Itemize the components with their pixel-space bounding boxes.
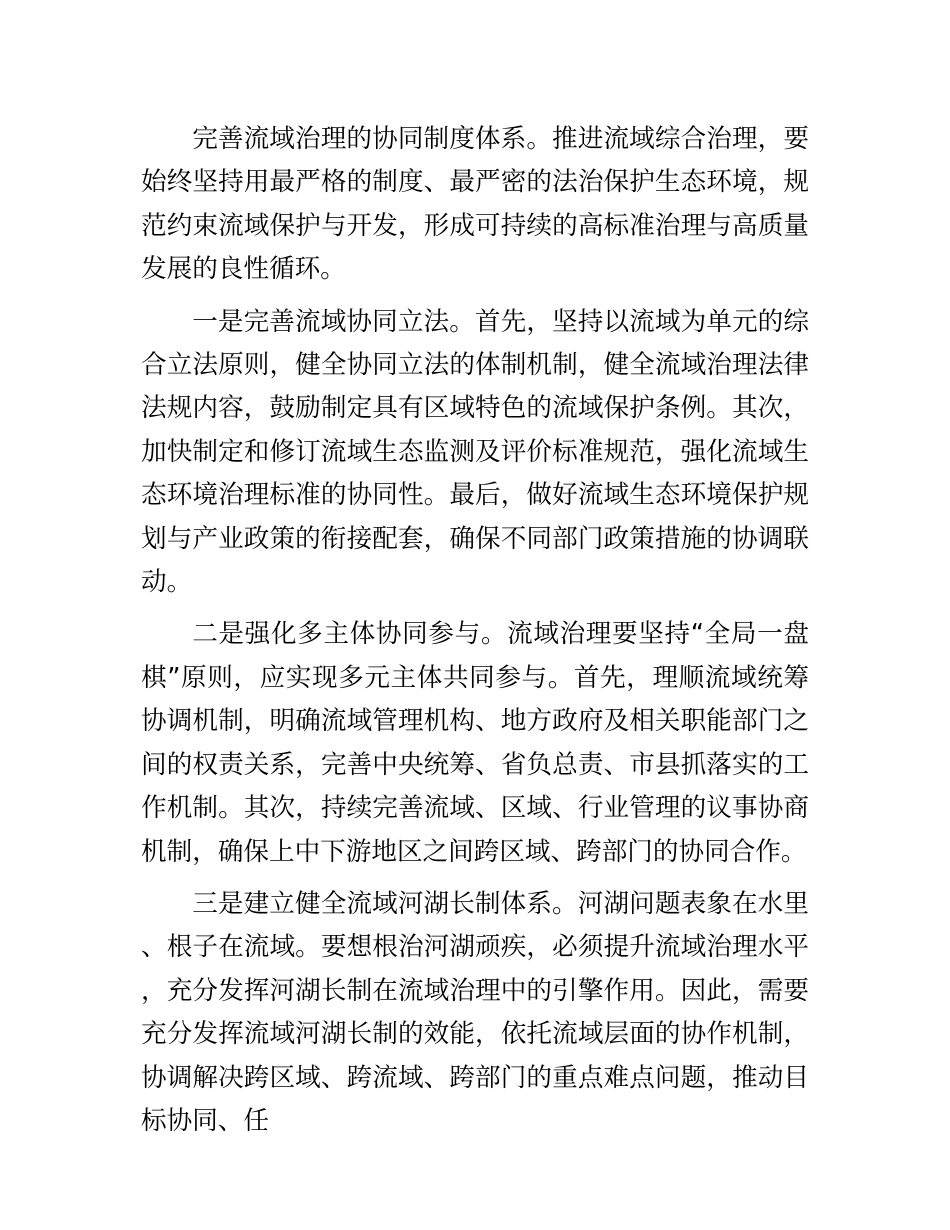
paragraph-institutional-system: 完善流域治理的协同制度体系。推进流域综合治理，要始终坚持用最严格的制度、最严密的法治保护生态环境，规范约束流域保护与开发，形成可持续的高标准治理与高质量发展的良性循环。 <box>141 124 809 285</box>
paragraph-river-lake-chief-system: 三是建立健全流域河湖长制体系。河湖问题表象在水里、根子在流域。要想根治河湖顽疾，必须提升流域治理水平，充分发挥河湖长制在流域治理中的引擎作用。因此，需要充分发挥流域河湖长制的效能，依托流域层面的协作机制，协调解决跨区域、跨流域、跨部门的重点难点问题，推动目标协同、任 <box>141 888 809 1136</box>
document-page <box>141 118 809 1152</box>
paragraph-multi-stakeholder-participation: 二是强化多主体协同参与。流域治理要坚持“全局一盘棋”原则，应实现多元主体共同参与。首先，理顺流域统筹协调机制，明确流域管理机构、地方政府及相关职能部门之间的权责关系，完善中央统筹、省负总责、市县抓落实的工作机制。其次，持续完善流域、区域、行业管理的议事协商机制，确保上中下游地区之间跨区域、跨部门的协同合作。 <box>141 619 809 867</box>
paragraph-collaborative-legislation: 一是完善流域协同立法。首先，坚持以流域为单元的综合立法原则，健全协同立法的体制机制，健全流域治理法律法规内容，鼓励制定具有区域特色的流域保护条例。其次，加快制定和修订流域生态监测及评价标准规范，强化流域生态环境治理标准的协同性。最后，做好流域生态环境保护规划与产业政策的衔接配套，确保不同部门政策措施的协调联动。 <box>141 306 809 598</box>
